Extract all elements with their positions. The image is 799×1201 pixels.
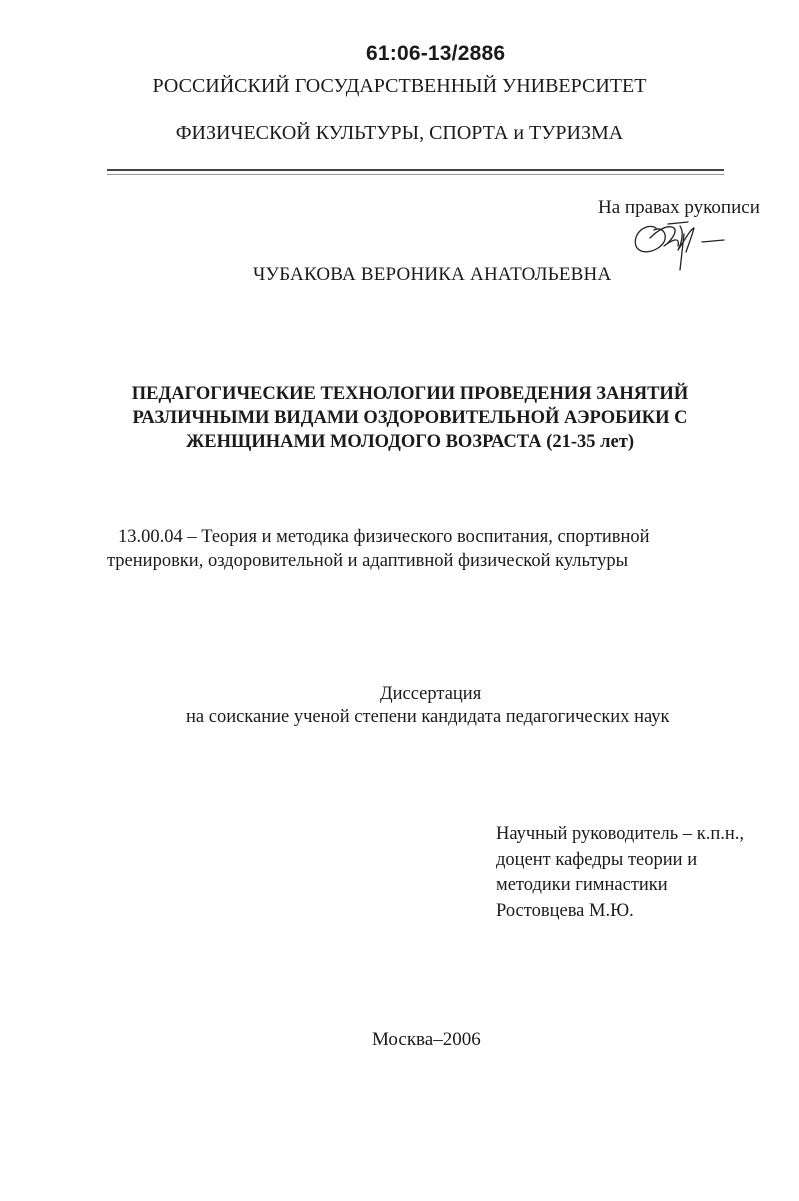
- university-name-line-2: ФИЗИЧЕСКОЙ КУЛЬТУРЫ, СПОРТА и ТУРИЗМА: [175, 122, 624, 144]
- supervisor-line-3: методики гимнастики: [496, 875, 668, 895]
- supervisor-line-2: доцент кафедры теории и: [496, 849, 698, 870]
- degree-sought: на соискание ученой степени кандидата педагогических наук: [186, 707, 670, 727]
- city-year: Москва–2006: [372, 1029, 481, 1050]
- header-divider: [107, 169, 724, 171]
- supervisor-line-4: Ростовцева М.Ю.: [496, 900, 634, 921]
- manuscript-rights-note: На правах рукописи: [598, 197, 760, 218]
- title-line-2: РАЗЛИЧНЫМИ ВИДАМИ ОЗДОРОВИТЕЛЬНОЙ АЭРОБИКИ С: [132, 408, 688, 428]
- specialty-line-1: 13.00.04 – Теория и методика физического воспитания, спортивной: [118, 527, 650, 547]
- document-type: Диссертация: [380, 684, 482, 704]
- catalog-number: 61:06-13/2886: [366, 42, 506, 65]
- supervisor-line-1: Научный руководитель – к.п.н.,: [496, 824, 744, 844]
- university-name-line-1: РОССИЙСКИЙ ГОСУДАРСТВЕННЫЙ УНИВЕРСИТЕТ: [152, 75, 647, 97]
- specialty-line-2: тренировки, оздоровительной и адаптивной физической культуры: [107, 551, 629, 571]
- title-line-1: ПЕДАГОГИЧЕСКИЕ ТЕХНОЛОГИИ ПРОВЕДЕНИЯ ЗАНЯТИЙ: [131, 384, 689, 404]
- handwritten-signature: [628, 212, 728, 274]
- supervisor-block: [496, 822, 744, 924]
- author-name: ЧУБАКОВА ВЕРОНИКА АНАТОЛЬЕВНА: [253, 264, 612, 285]
- title-line-3: ЖЕНЩИНАМИ МОЛОДОГО ВОЗРАСТА (21-35 лет): [186, 432, 634, 452]
- dissertation-title: [100, 382, 720, 454]
- header-divider-thin: [107, 174, 724, 175]
